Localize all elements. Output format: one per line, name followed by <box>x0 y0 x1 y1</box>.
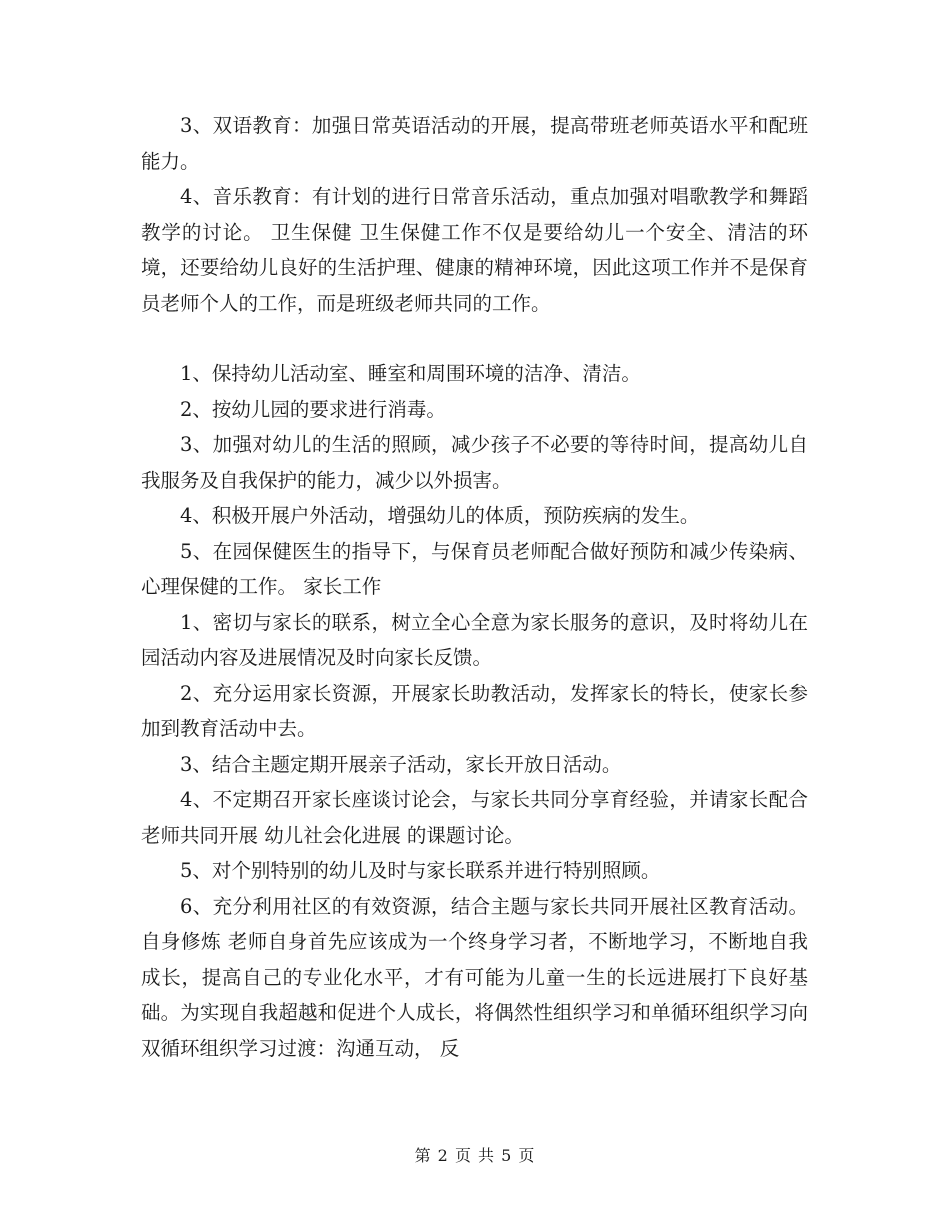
paragraph-health-3: 3、加强对幼儿的生活的照顾，减少孩子不必要的等待时间，提高幼儿自我服务及自我保护的能力，减少以外损害。 <box>141 433 808 492</box>
paragraph-parent-5: 5、对个别特别的幼儿及时与家长联系并进行特别照顾。 <box>180 859 661 882</box>
paragraph-health-1: 1、保持幼儿活动室、睡室和周围环境的洁净、清洁。 <box>180 362 641 385</box>
paragraph-parent-2: 2、充分运用家长资源，开展家长助教活动，发挥家长的特长，使家长参加到教育活动中去。 <box>141 681 808 740</box>
paragraph-bilingual-education: 3、双语教育：加强日常英语活动的开展，提高带班老师英语水平和配班能力。 <box>141 114 808 173</box>
paragraph-parent-6: 6、充分利用社区的有效资源，结合主题与家长共同开展社区教育活动。 自身修炼 老师自身首先应该成为一个终身学习者，不断地学习，不断地自我成长，提高自己的专业化水平，才有可能为儿童一生的长远进展打下良好基础。为实现自我超越和促进个人成长，将偶然性组织学习和单循环组织学习向双循环组织学习过渡：沟通互动， 反 <box>141 894 808 1060</box>
paragraph-gap <box>141 321 808 356</box>
paragraph-health-4: 4、积极开展户外活动，增强幼儿的体质，预防疾病的发生。 <box>180 504 700 527</box>
paragraph-music-education: 4、音乐教育：有计划的进行日常音乐活动，重点加强对唱歌教学和舞蹈教学的讨论。 卫生保健 卫生保健工作不仅是要给幼儿一个安全、清洁的环境，还要给幼儿良好的生活护理、健康的精神环境，因此这项工作并不是保育员老师个人的工作，而是班级老师共同的工作。 <box>141 185 808 315</box>
paragraph-parent-4: 4、不定期召开家长座谈讨论会，与家长共同分享育经验，并请家长配合老师共同开展 幼儿社会化进展 的课题讨论。 <box>141 788 808 847</box>
document-body <box>141 108 808 1066</box>
paragraph-parent-3: 3、结合主题定期开展亲子活动，家长开放日活动。 <box>180 752 622 776</box>
page-number-footer: 第 2 页 共 5 页 <box>414 1146 536 1165</box>
paragraph-health-2: 2、按幼儿园的要求进行消毒。 <box>180 397 446 421</box>
paragraph-health-5: 5、在园保健医生的指导下，与保育员老师配合做好预防和减少传染病、心理保健的工作。 家长工作 <box>141 539 808 598</box>
paragraph-parent-1: 1、密切与家长的联系，树立全心全意为家长服务的意识，及时将幼儿在园活动内容及进展情况及时向家长反馈。 <box>141 610 808 669</box>
